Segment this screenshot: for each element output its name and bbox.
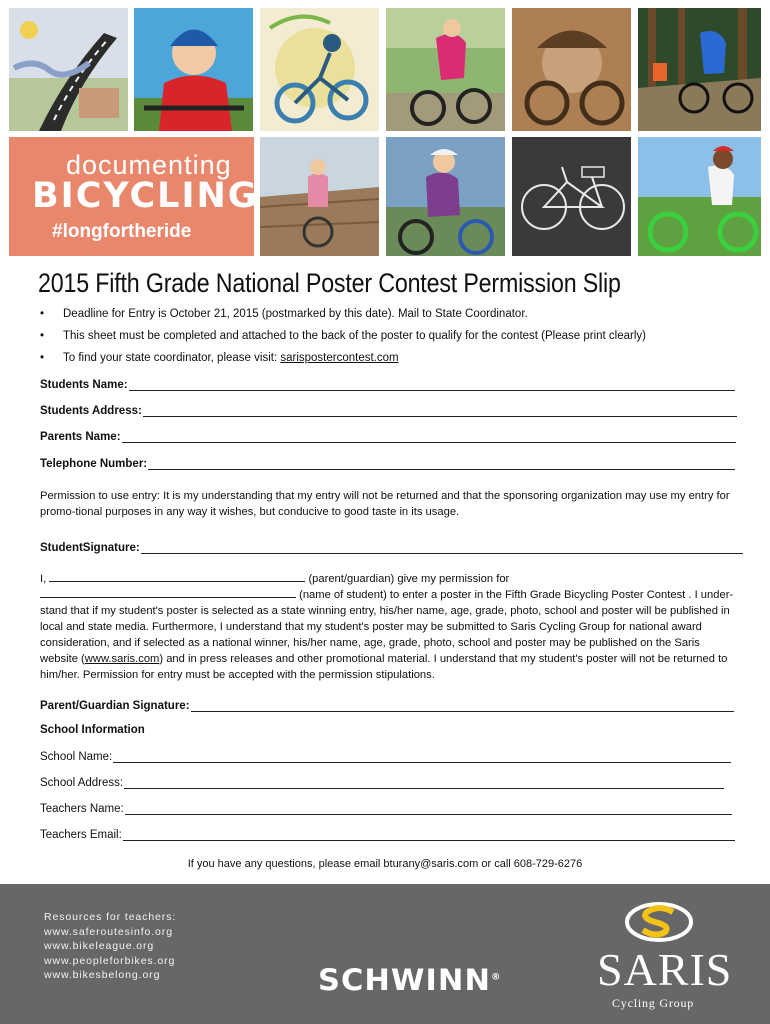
schwinn-logo: SCHWINN® [318, 963, 502, 997]
banner-documenting: documenting [66, 150, 232, 180]
banner-bicycling: BICYCLING [32, 176, 259, 216]
students-name-field[interactable]: Students Name: [40, 378, 735, 391]
parents-name-field[interactable]: Parents Name: [40, 430, 736, 443]
girl-purple-bike-photo [386, 137, 505, 256]
chalkboard-bicycle-drawing [512, 137, 631, 256]
resources-heading: Resources for teachers: [44, 911, 177, 923]
watercolor-cyclist-image [260, 8, 379, 131]
parent-signature-field[interactable]: Parent/Guardian Signature: [40, 699, 734, 712]
page-title: 2015 Fifth Grade National Poster Contest Permission Slip [38, 268, 621, 298]
consent-paragraph: I, (parent/guardian) give my permission for (name of student) to enter a poster in the Fifth Grade Bicycling Poster Contest . I under- stand that if my student's poster is selected as a state winning entry, his/her name, age, grade, photo, school and poster will be published in local and state media. Furthermore, I understand that my student's poster may be submitted to Saris Cycling Group for national award consideration, and if selected as a national winner, his/her name, age, grade, photo, school and poster may be published on the Saris website (www.saris.com) and in press releases and other promotional material. I understand that my student's poster will not be returned to him/her. Permission for entry must be accepted with the permission stipulations. [40, 573, 734, 681]
list-item: • Deadline for Entry is October 21, 2015 (postmarked by this date). Mail to State Coordinator. [40, 308, 528, 320]
instructions-list [40, 305, 740, 371]
resource-link[interactable]: www.saferoutesinfo.org [44, 925, 173, 938]
resource-link[interactable]: www.peopleforbikes.org [44, 954, 176, 967]
list-item: • To find your state coordinator, please visit: sarispostercontest.com [40, 352, 399, 364]
banner-hashtag: #longfortheride [52, 221, 192, 242]
cycling-group-label: Cycling Group [612, 996, 695, 1010]
resource-link[interactable]: www.bikeleague.org [44, 940, 155, 952]
child-drawing-road-image [9, 8, 128, 131]
student-signature-field[interactable]: StudentSignature: [40, 541, 743, 554]
contact-info: If you have any questions, please email bturany@saris.com or call 608-729-6276 [187, 858, 583, 870]
saris-logo: SARIS [597, 944, 733, 995]
coordinator-link[interactable]: sarispostercontest.com [280, 352, 399, 364]
teachers-email-field[interactable]: Teachers Email: [40, 828, 735, 841]
boy-helmet-photo [134, 8, 253, 131]
telephone-number-field[interactable]: Telephone Number: [40, 457, 735, 470]
school-info-heading: School Information [40, 724, 145, 736]
guardian-name-input[interactable] [49, 571, 305, 582]
boy-green-bike-photo [638, 137, 761, 256]
girl-pier-photo [260, 137, 379, 256]
teachers-name-field[interactable]: Teachers Name: [40, 802, 732, 815]
teacher-resources [44, 910, 176, 983]
school-address-field[interactable]: School Address: [40, 776, 724, 789]
saris-link[interactable]: www.saris.com [84, 653, 160, 665]
family-forest-ride-photo [638, 8, 761, 131]
school-name-field[interactable]: School Name: [40, 750, 731, 763]
painted-portrait-image [512, 8, 631, 131]
student-name-input[interactable] [40, 587, 296, 598]
girl-riding-forest-photo [386, 8, 505, 131]
permission-text: Permission to use entry: It is my understanding that my entry will not be returned and that the sponsoring organization may use my entry for promo-tional purposes in any way it wishes, but conducive to good taste in its usage. [40, 490, 730, 518]
saris-emblem-icon [625, 900, 693, 949]
students-address-field[interactable]: Students Address: [40, 404, 737, 417]
list-item: • This sheet must be completed and attached to the back of the poster to qualify for the contest (Please print clearly) [40, 330, 646, 342]
resource-link[interactable]: www.bikesbelong.org [44, 969, 161, 981]
